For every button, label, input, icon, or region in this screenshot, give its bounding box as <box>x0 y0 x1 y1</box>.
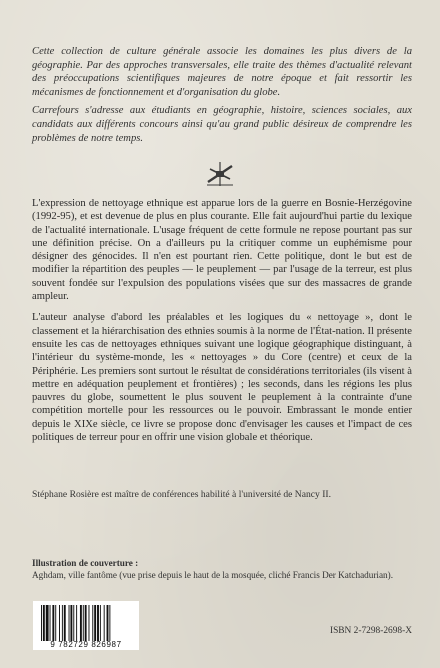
barcode-digits: 9 782729 826987 <box>50 640 122 649</box>
barcode-bar <box>80 605 82 641</box>
barcode-bar <box>62 605 63 641</box>
author-note: Stéphane Rosière est maître de conférences habilité à l'université de Nancy II. <box>32 489 332 500</box>
intro-paragraph-2: Carrefours s'adresse aux étudiants en géographie, histoire, sciences sociales, aux candidats aux différents concours ainsi qu'au grand public désireux de comprendre les problèmes de notre temps. <box>32 105 412 144</box>
isbn: ISBN 2-7298-2698-X <box>329 626 412 636</box>
cover-illustration-credit <box>32 557 422 581</box>
publisher-emblem-icon <box>204 160 236 188</box>
barcode-bar <box>97 605 99 641</box>
barcode-bar <box>50 605 51 641</box>
barcode-bar <box>92 605 93 641</box>
barcode-bar <box>100 605 101 641</box>
credit-label: Illustration de couverture : <box>32 558 139 568</box>
summary-text <box>32 197 412 452</box>
barcode-bar <box>69 605 70 641</box>
barcode <box>33 601 139 650</box>
barcode-bar <box>107 605 109 641</box>
summary-paragraph-2: L'auteur analyse d'abord les préalables et les logiques du « nettoyage », dont le classement et la hiérarchisation des ethnies soumis à la norme de l'État-nation. Il présente ensuite les cas de nettoyages ethniques suivant une logique géographique distinguant, à l'intérieur du système-monde, les « nettoyages » du Core (centre) et ceux de la Périphérie. Les premiers sont surtout le résultat de considérations territoriales (ils visent à mettre en adéquation peuplement et frontières) ; les seconds, dans les régions les plus pauvres du globe, soumettent le plus souvent le peuplement à la contrainte d'une compétition mortelle pour les ressources ou le pouvoir. Embrassant le monde entier depuis le XIXe siècle, ce livre se propose donc d'envisager les causes et l'impact de ces politiques de terreur pour en offrir une vision globale et théorique. <box>32 312 412 444</box>
barcode-bar <box>89 605 90 641</box>
intro-paragraph-1: Cette collection de culture générale associe les domaines les plus divers de la géographie. Par des approches transversales, elle traite des thèmes d'actualité relevant des préoccupations scientifiques majeures de notre époque et fait ressortir les mécanismes de fonctionnement et d'organisation du globe. <box>32 46 412 98</box>
barcode-bars <box>40 605 134 641</box>
barcode-bar <box>70 605 72 641</box>
barcode-bar <box>52 605 54 641</box>
barcode-bar <box>83 605 84 641</box>
barcode-bar <box>94 605 96 641</box>
barcode-bar <box>41 605 42 641</box>
barcode-bar <box>43 605 45 641</box>
barcode-bar <box>109 605 110 641</box>
barcode-bar <box>64 605 66 641</box>
barcode-bar <box>59 605 60 641</box>
credit-text: Aghdam, ville fantôme (vue prise depuis le haut de la mosquée, cliché Francis Der Katchadurian). <box>32 570 393 580</box>
barcode-bar <box>85 605 87 641</box>
barcode-bar <box>104 605 105 641</box>
barcode-bar <box>46 605 49 641</box>
collection-intro <box>32 45 412 150</box>
barcode-bar <box>76 605 77 641</box>
barcode-bar <box>55 605 56 641</box>
barcode-bar <box>73 605 74 641</box>
summary-paragraph-1: L'expression de nettoyage ethnique est apparue lors de la guerre en Bosnie-Herzégovine (1992-95), et est devenue de plus en plus courante. Elle fait aujourd'hui partie du lexique de l'actualité internationale. L'usage fréquent de cette formule ne repose pourtant pas sur une définition précise. On a d'ailleurs pu la critiquer comme un euphémisme pour désigner des génocides. Il n'en est pourtant rien. Cette politique, dont le but est de modifier la répartition des peuples — le peuplement — par l'usage de la terreur, est plus souvent fondée sur l'expulsion des populations visées que sur des massacres de grande ampleur. <box>32 198 412 303</box>
